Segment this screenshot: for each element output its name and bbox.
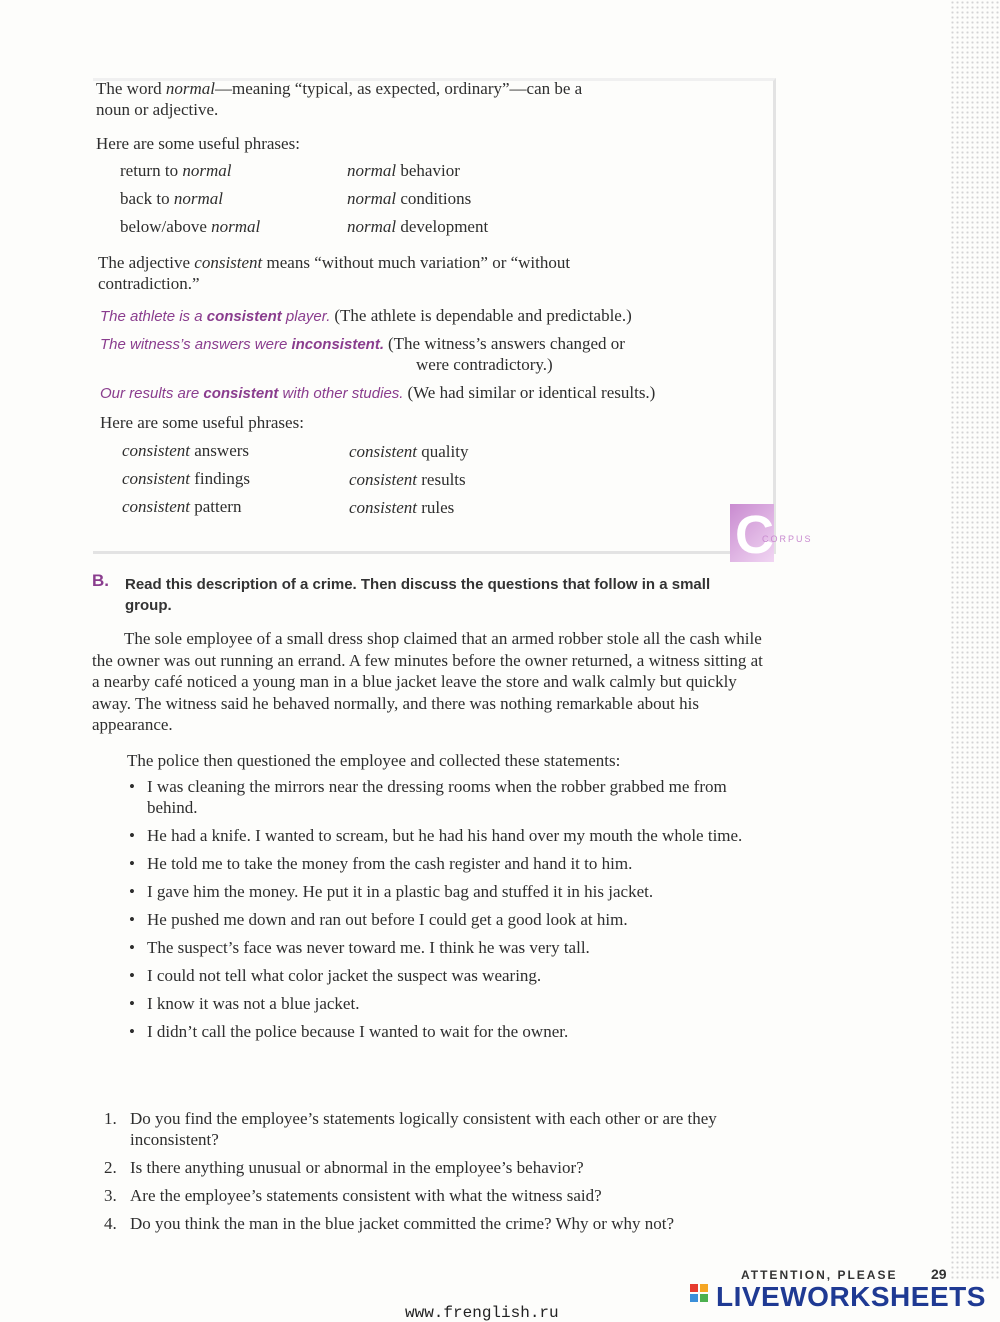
list-item: • I was cleaning the mirrors near the dressing rooms when the robber grabbed me from behind. [129,777,727,817]
phrase-item: below/above normal [120,217,261,236]
phrase-item: consistent results [349,470,466,489]
intro-normal: The word normal—meaning “typical, as expected, ordinary”—can be a noun or adjective. [96,79,583,119]
phrase-item: consistent pattern [122,497,242,516]
question-item: 4. Do you think the man in the blue jacket committed the crime? Why or why not? [104,1214,675,1233]
liveworksheets-watermark: LIVEWORKSHEETS [716,1281,986,1312]
example-sentence: The witness’s answers were inconsistent. (The witness’s answers changed or [100,334,625,353]
liveworksheets-logo-icon [690,1284,710,1304]
phrase-item: normal behavior [347,161,460,180]
list-item: • He pushed me down and ran out before I could get a good look at him. [129,910,628,929]
page-number: 29 [931,1266,947,1282]
list-item: • I know it was not a blue jacket. [129,994,360,1013]
corpus-label: CORPUS [762,534,813,544]
section-letter: B. [92,571,109,590]
example-sentence: The athlete is a consistent player. (The athlete is dependable and predictable.) [100,306,632,325]
crime-description: The sole employee of a small dress shop claimed that an armed robber stole all the cash while the owner was out running an errand. A few minutes before the owner returned, a witness sitting at a nearby café noticed a young man in a blue jacket leave the store and walk calmly but quickly away. The witness said he behaved normally, and there was nothing remarkable about his appearance. [92,629,763,734]
discussion-questions [104,1108,784,1234]
intro-consistent: The adjective consistent means “without much variation” or “without contradiction.” [98,253,571,293]
list-item: • I gave him the money. He put it in a plastic bag and stuffed it in his jacket. [129,882,654,901]
list-item: • I could not tell what color jacket the suspect was wearing. [129,966,542,985]
source-url: www.frenglish.ru [405,1304,559,1322]
dotted-margin [950,0,1000,1280]
phrase-item: normal development [347,217,489,236]
question-item: 1. Do you find the employee’s statements logically consistent with each other or are they inconsistent? [104,1109,717,1149]
phrase-item: normal conditions [347,189,472,208]
phrase-item: consistent answers [122,441,250,460]
phrase-item: consistent rules [349,498,455,517]
running-footer: ATTENTION, PLEASE [741,1268,898,1282]
list-item: • He told me to take the money from the cash register and hand it to him. [129,854,633,873]
phrases-label: Here are some useful phrases: [96,134,300,153]
phrase-item: consistent quality [349,442,469,461]
example-sentence: Our results are consistent with other studies. (We had similar or identical results.) [100,383,656,402]
question-item: 3. Are the employee’s statements consistent with what the witness said? [104,1186,602,1205]
list-item: • He had a knife. I wanted to scream, but he had his hand over my mouth the whole time. [129,826,743,845]
phrases-label: Here are some useful phrases: [100,413,304,432]
phrase-item: back to normal [120,189,223,208]
section-instruction: Read this description of a crime. Then discuss the questions that follow in a small group. [125,576,711,614]
question-item: 2. Is there anything unusual or abnormal in the employee’s behavior? [104,1158,584,1177]
list-item: • The suspect’s face was never toward me. I think he was very tall. [129,938,590,957]
corpus-c-icon: C [735,505,774,565]
phrase-item: consistent findings [122,469,250,488]
example-gloss-continued: were contradictory.) [416,355,553,374]
statements-list [127,776,767,1042]
list-item: • I didn’t call the police because I wanted to wait for the owner. [129,1022,569,1041]
statements-intro: The police then questioned the employee and collected these statements: [127,751,621,770]
phrase-item: return to normal [120,161,232,180]
